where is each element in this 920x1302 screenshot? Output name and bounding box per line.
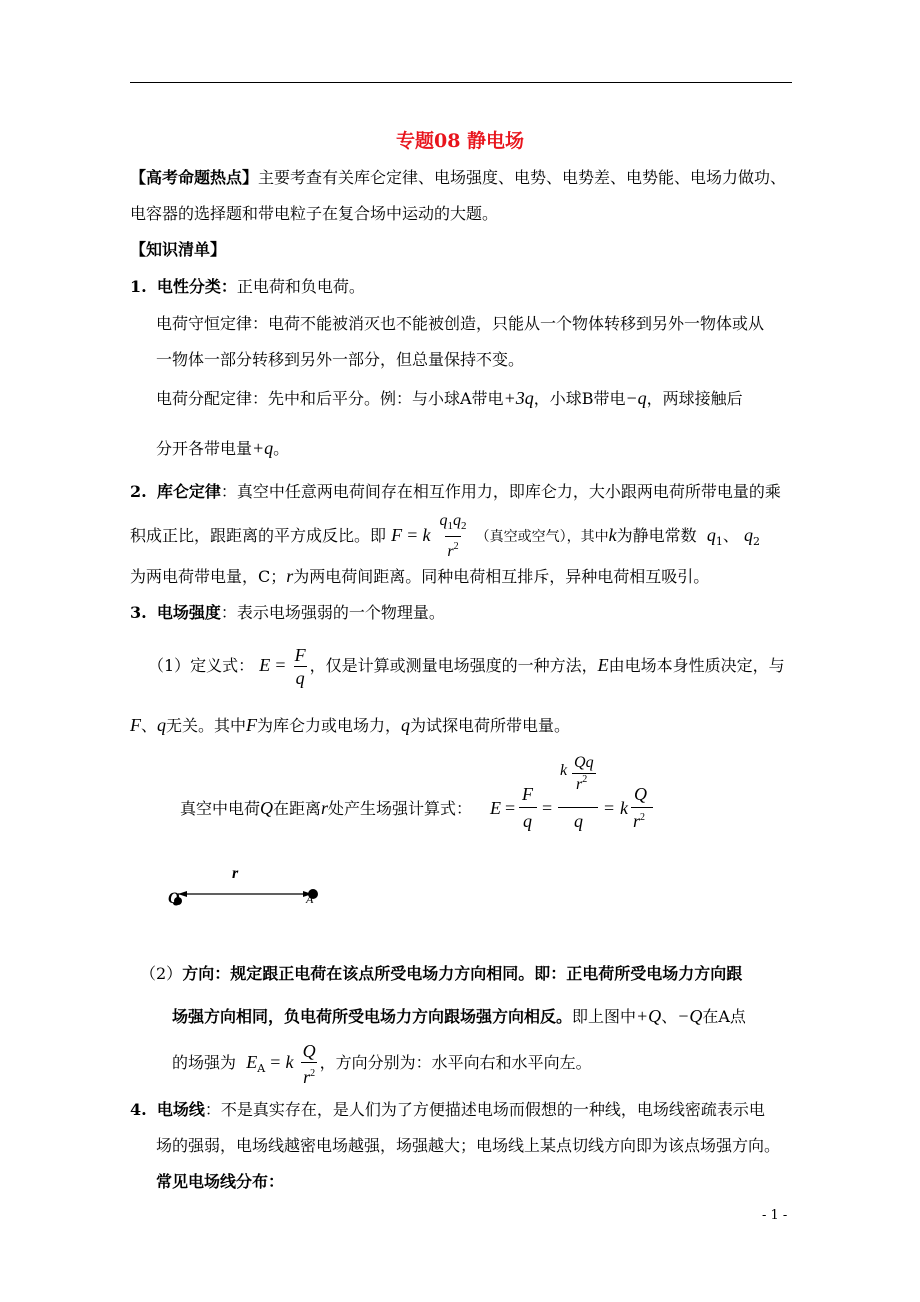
ff-eq1: = [505, 798, 516, 818]
section-2-text-3b: 为两电荷间距离。同种电荷相互排斥，异种电荷相互吸引。 [293, 567, 710, 586]
distribution2-text-b: 。 [273, 439, 290, 458]
ff-r-b: r [633, 811, 641, 831]
intro-line-2: 电容器的选择题和带电粒子在复合场中运动的大题。 [130, 204, 499, 223]
separator: 、 [722, 526, 739, 545]
direction-number: （2） [140, 964, 183, 983]
ff-k1: k [560, 762, 568, 779]
q-symbol-4: q [401, 715, 411, 735]
coulomb-denominator [445, 536, 460, 561]
Q-symbol: Q [260, 798, 274, 818]
EA-Q: Q [302, 1040, 316, 1061]
section-2-text-2b: （真空或空气），其中 [475, 529, 609, 545]
diagram-A-label: A [306, 892, 314, 906]
page-title: 专题08 静电场 [395, 130, 525, 152]
definition-text-2d: 为试探电荷所带电量。 [410, 716, 571, 735]
charge-minus-q: −q [625, 388, 647, 408]
F-symbol-2: F [246, 715, 258, 735]
coulomb-formula-lhs: F [391, 525, 403, 545]
r-power: 2 [453, 541, 459, 552]
EA-k: k [285, 1052, 294, 1072]
charge-distance-diagram [160, 860, 330, 910]
section-4-line-2: 场的强弱，电场线越密电场越强，场强越大；电场线上某点切线方向即为该点场强方向。 [156, 1136, 781, 1155]
section-1-number: 1. [130, 277, 147, 296]
definition-text-2b: 无关。其中 [166, 716, 247, 735]
definition-text-2c: 为库仑力或电场力， [257, 716, 402, 735]
q-symbol-3: q [157, 715, 167, 735]
ff-r2b [633, 811, 645, 832]
distribution-text-a: 电荷分配定律：先中和后平分。例：与小球A带电 [156, 389, 504, 408]
ff-q2: q [574, 811, 583, 831]
header-rule [130, 82, 792, 83]
q1-sub: 1 [715, 535, 723, 548]
coulomb-numerator [438, 512, 469, 536]
EA-subscript: A [257, 1062, 266, 1075]
direction-line-3 [172, 1040, 592, 1091]
fraction-q: q [295, 668, 305, 688]
conservation-line-2: 一物体一部分转移到另外一部分，但总量保持不变。 [156, 350, 525, 369]
intro-line-1 [130, 168, 786, 188]
charge-plus-3q: +3q [503, 388, 534, 408]
section-3-heading: 电场强度 [156, 603, 221, 622]
EA-r2 [301, 1062, 317, 1087]
ff-Qq [574, 754, 594, 772]
coulomb-formula-equals: = [407, 525, 418, 545]
section-1-text: 正电荷和负电荷。 [236, 277, 365, 296]
ff-F: F [522, 784, 533, 804]
ff-eq2: = [542, 798, 553, 818]
definition-line-2 [130, 715, 570, 736]
E-symbol-2: E [597, 655, 609, 675]
definition-fraction [293, 645, 308, 688]
charge-plus-q: +q [252, 438, 274, 458]
section-2-number: 2. [130, 482, 147, 501]
field-calc-a: 真空中电荷 [180, 799, 261, 818]
section-2-text-1: ：真空中任意两电荷间存在相互作用力，即库仑力，大小跟两电荷所带电量的乘 [220, 482, 781, 501]
definition-line-1 [148, 642, 785, 689]
ff-pow-b: 2 [640, 812, 646, 823]
distribution-line-2 [156, 438, 289, 459]
field-calc-b: 在距离 [273, 799, 322, 818]
k-symbol: k [608, 525, 617, 545]
intro-text-1: 主要考查有关库仑定律、电场强度、电势、电势差、电势能、电场力做功、 [258, 168, 787, 187]
section-2-text-3: 为两电荷带电量，C； [130, 567, 287, 586]
section-2-heading: 库仑定律 [156, 482, 221, 501]
coulomb-fraction [438, 512, 469, 561]
field-formula [490, 754, 690, 840]
ff-Q1: Q [574, 754, 586, 771]
section-2-line-2 [130, 512, 760, 562]
F-symbol: F [130, 715, 141, 735]
ff-pow: 2 [582, 774, 588, 785]
direction-text-1: 方向：规定跟正电荷在该点所受电场力方向相同。即：正电荷所受电场力方向跟 [182, 964, 743, 983]
q2-sub: 2 [752, 535, 760, 548]
ff-E: E [490, 798, 501, 818]
fraction-F: F [294, 645, 306, 665]
section-1-line [130, 277, 365, 297]
plus-Q: +Q [636, 1006, 662, 1026]
direction-text-3b: ，方向分别为：水平向右和水平向左。 [319, 1053, 592, 1072]
ff-r2 [576, 774, 587, 794]
section-4-line-3: 常见电场线分布： [156, 1172, 285, 1191]
diagram-r-label: r [232, 865, 239, 882]
direction-text-2c: 在A点 [702, 1007, 746, 1026]
EA-symbol: E [246, 1052, 258, 1072]
ff-q1b: q [585, 754, 594, 771]
equals-sign: = [275, 655, 286, 675]
ff-r: r [576, 776, 583, 793]
section-2-line-1 [130, 482, 781, 502]
field-calc-c: 处产生场强计算式： [328, 799, 473, 818]
direction-line-1 [140, 964, 742, 984]
section-4-number: 4. [130, 1100, 147, 1119]
q2-subscript: 2 [461, 520, 467, 532]
r-symbol-text: r [286, 566, 294, 586]
distribution2-text-a: 分开各带电量 [156, 439, 253, 458]
E-symbol: E [259, 655, 271, 675]
q-symbol: q [439, 512, 448, 529]
direction-text-2b: 即上图中 [572, 1007, 637, 1026]
EA-pow: 2 [310, 1067, 316, 1079]
ff-bar3 [631, 807, 653, 808]
diagram-Q-label: Q [168, 890, 180, 907]
section-3-text: ：表示电场强弱的一个物理量。 [220, 603, 445, 622]
section-3-number: 3. [130, 603, 147, 622]
section-4-heading: 电场线 [156, 1100, 205, 1119]
section-1-heading: 电性分类： [156, 277, 237, 296]
section-3-line [130, 603, 445, 623]
coulomb-formula-k: k [422, 525, 431, 545]
EA-r: r [303, 1066, 311, 1087]
ff-Q2: Q [634, 784, 647, 804]
knowledge-heading: 【知识清单】 [130, 240, 227, 259]
section-4-text-1: ：不是真实存在，是人们为了方便描述电场而假想的一种线，电场线密疏表示电 [204, 1100, 765, 1119]
conservation-line-1: 电荷守恒定律：电荷不能被消灭也不能被创造，只能从一个物体转移到另外一物体或从 [156, 314, 765, 333]
direction-sep: 、 [661, 1007, 678, 1026]
ff-bar2 [558, 807, 598, 808]
q1-subscript: 1 [447, 520, 454, 532]
ff-k2: k [620, 798, 628, 818]
definition-label: （1）定义式： [148, 656, 255, 675]
ff-bar1 [519, 807, 537, 808]
EA-equals: = [270, 1052, 281, 1072]
q-symbol-2: q [453, 512, 462, 529]
ff-q1: q [523, 811, 532, 831]
section-2-text-2c: 为静电常数 [616, 526, 697, 545]
EA-fraction [301, 1041, 318, 1087]
intro-label: 【高考命题热点】 [130, 168, 259, 187]
minus-Q: −Q [677, 1006, 703, 1026]
q1-symbol: q [706, 525, 716, 545]
q2-symbol: q [743, 525, 753, 545]
distribution-text-c: ，两球接触后 [646, 389, 743, 408]
r-symbol: r [447, 543, 454, 560]
definition-text-b: ，仅是计算或测量电场强度的一种方法， [309, 656, 598, 675]
page-number: - 1 - [762, 1208, 788, 1223]
section-4-line-1 [130, 1100, 765, 1120]
ff-eq3: = [604, 798, 615, 818]
section-2-line-3 [130, 566, 709, 587]
direction-text-2: 场强方向相同，负电荷所受电场力方向跟场强方向相反。 [172, 1007, 573, 1026]
direction-line-2 [172, 1006, 746, 1027]
field-calc-text [180, 798, 472, 819]
section-2-text-2a: 积成正比，跟距离的平方成反比。即 [130, 526, 387, 545]
direction-text-3a: 的场强为 [172, 1053, 237, 1072]
distribution-line-1 [156, 388, 743, 409]
separator-2: 、 [141, 716, 158, 735]
distribution-text-b: ，小球B带电 [533, 389, 626, 408]
r-symbol-2: r [321, 798, 329, 818]
definition-text-c: 由电场本身性质决定，与 [608, 656, 785, 675]
